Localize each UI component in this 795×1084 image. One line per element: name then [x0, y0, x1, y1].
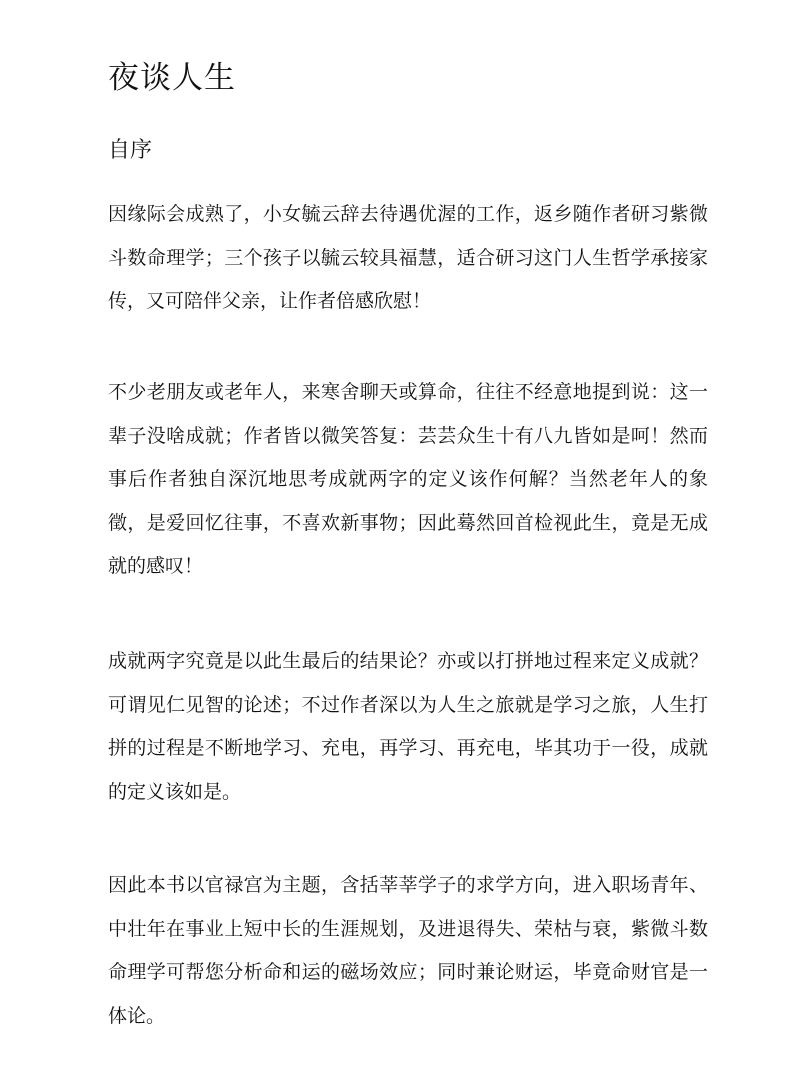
page-title: 夜谈人生	[108, 60, 236, 96]
paragraph-4: 因此本书以官禄宫为主题，含括莘莘学子的求学方向，进入职场青年、中壮年在事业上短中长的生涯规划，及进退得失、荣枯与衰，紫微斗数命理学可帮您分析命和运的磁场效应；同时兼论财运，毕竟命财官是一体论。	[108, 874, 708, 1027]
paragraph-3: 成就两字究竟是以此生最后的结果论？亦或以打拼地过程来定义成就？可谓见仁见智的论述；不过作者深以为人生之旅就是学习之旅，人生打拼的过程是不断地学习、充电，再学习、再充电，毕其功于一役，成就的定义该如是。	[108, 650, 708, 803]
paragraph-1: 因缘际会成熟了，小女毓云辞去待遇优渥的工作，返乡随作者研习紫微斗数命理学；三个孩子以毓云较具福慧，适合研习这门人生哲学承接家传，又可陪伴父亲，让作者倍感欣慰！	[108, 203, 708, 312]
section-heading: 自序	[108, 138, 153, 163]
paragraph-2: 不少老朋友或老年人，来寒舍聊天或算命，往往不经意地提到说：这一辈子没啥成就；作者皆以微笑答复：芸芸众生十有八九皆如是呵！然而事后作者独自深沉地思考成就两字的定义该作何解？当然老年人的象徵，是爱回忆往事，不喜欢新事物；因此蓦然回首检视此生，竟是无成就的感叹！	[108, 381, 708, 577]
